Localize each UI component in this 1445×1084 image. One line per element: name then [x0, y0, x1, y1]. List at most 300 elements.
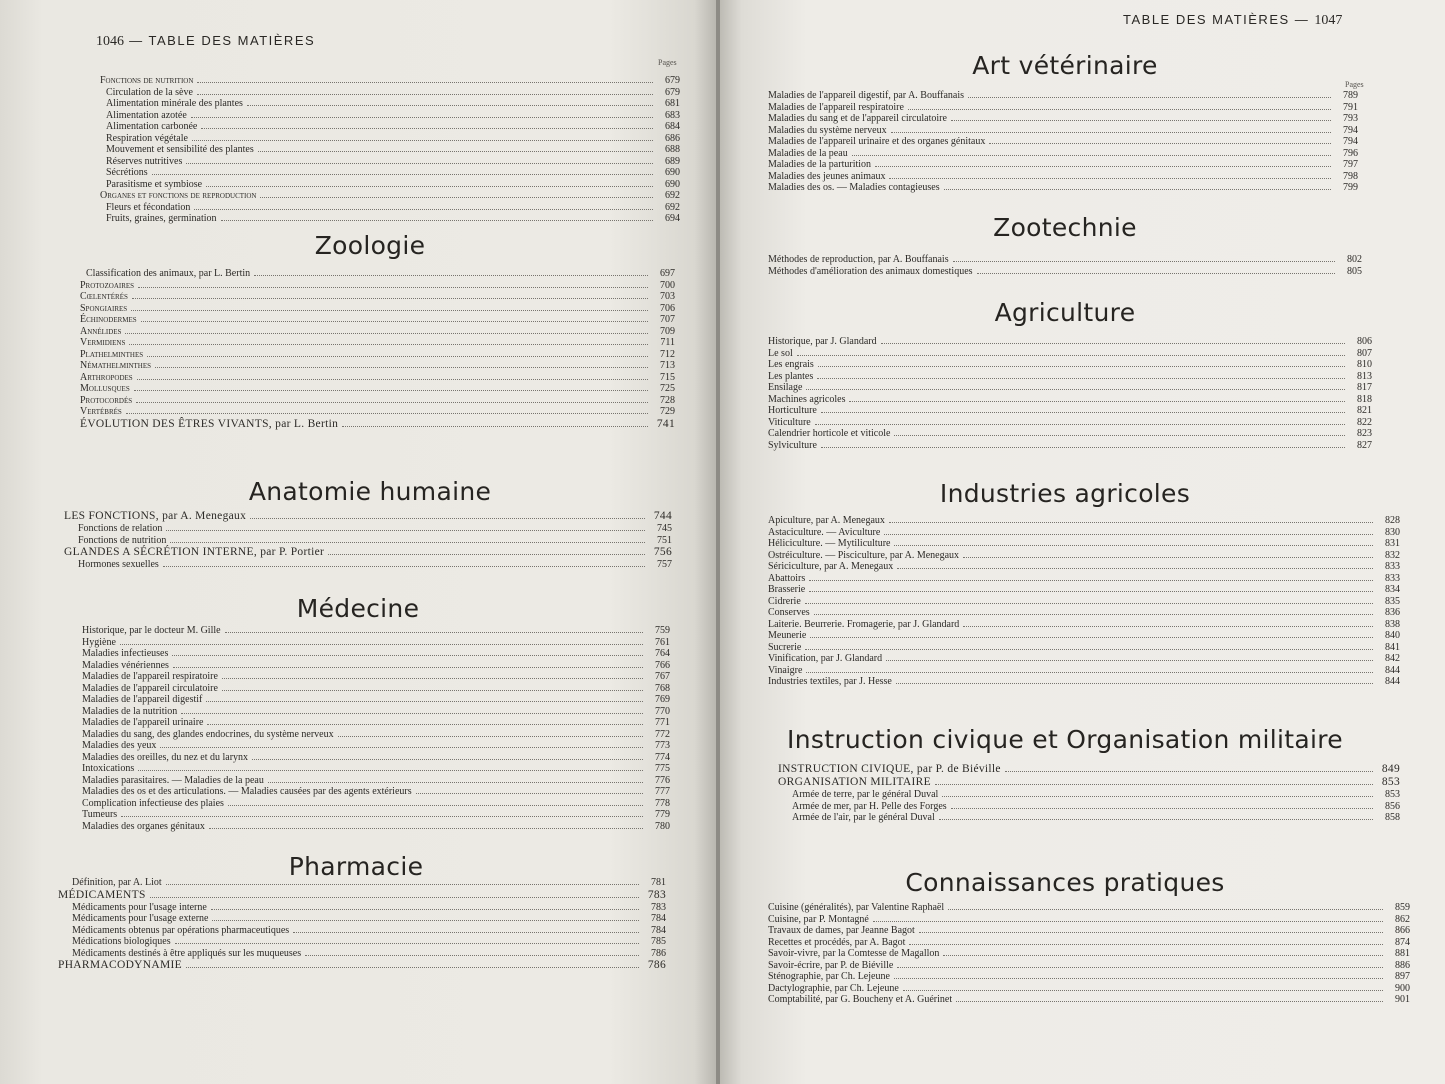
dot-leader	[989, 142, 1331, 144]
toc-entry-title: Circulation de la sève	[106, 86, 193, 98]
dot-leader	[951, 807, 1373, 809]
toc-entry-title: Définition, par A. Liot	[72, 877, 162, 888]
dot-leader	[935, 783, 1373, 785]
dot-leader	[150, 896, 639, 898]
toc-entry-page: 799	[1343, 182, 1358, 193]
toc-entry-page: 781	[651, 877, 666, 888]
toc-entry-title: Historique, par J. Glandard	[768, 336, 877, 347]
section-title-connaissances: Connaissances pratiques	[905, 868, 1225, 897]
dot-leader	[919, 931, 1383, 933]
toc-entry-page: 844	[1385, 676, 1400, 687]
toc-entry	[82, 683, 670, 695]
toc-entry	[768, 125, 1358, 137]
dot-leader	[806, 671, 1373, 673]
toc-entry-title: Médications biologiques	[72, 936, 171, 947]
toc-entry-page: 690	[665, 178, 680, 190]
toc-entry-title: Comptabilité, par G. Boucheny et A. Guérinet	[768, 994, 953, 1005]
toc-entry	[768, 182, 1358, 194]
dot-leader	[268, 781, 643, 783]
toc-entry-title: Abattoirs	[768, 572, 806, 584]
toc-entry-page: 785	[651, 936, 666, 947]
toc-entry	[100, 110, 680, 122]
dot-leader	[821, 446, 1345, 448]
toc-entry-page: 853	[1381, 776, 1400, 788]
toc-entry-page: 807	[1357, 347, 1372, 359]
toc-entry-title: Savoir-vivre, par la Comtesse de Magallon	[768, 948, 940, 959]
section-title-medecine: Médecine	[296, 594, 420, 623]
toc-entry-title: ORGANISATION MILITAIRE	[778, 776, 931, 788]
dot-leader	[338, 735, 643, 737]
toc-entry-title: Mollusques	[80, 383, 130, 394]
toc-entry	[768, 148, 1358, 160]
toc-entry	[768, 171, 1358, 183]
toc-entry	[778, 776, 1400, 789]
toc-entry-page: 751	[657, 534, 672, 546]
toc-entry	[768, 983, 1410, 995]
dot-leader	[120, 643, 643, 645]
toc-entry-page: 786	[647, 959, 666, 971]
toc-entry-title: Intoxications	[82, 763, 135, 774]
toc-entry-title: Cuisine, par P. Montagné	[768, 913, 869, 925]
toc-entry-page: 761	[655, 636, 670, 648]
toc-entry-title: Les engrais	[768, 359, 814, 370]
toc-connaissances	[768, 902, 1410, 1006]
toc-entry	[768, 550, 1400, 562]
dot-leader	[875, 165, 1331, 167]
dot-leader	[953, 260, 1335, 262]
toc-entry-title: Viticulture	[768, 416, 811, 428]
dot-leader	[258, 150, 653, 152]
toc-entry-title: Hormones sexuelles	[78, 559, 159, 570]
toc-entry-title: Parasitisme et symbiose	[106, 178, 203, 190]
section-title-zootechnie: Zootechnie	[993, 213, 1137, 242]
toc-entry-title: Némathelminthes	[80, 360, 151, 371]
section-title-pharmacie: Pharmacie	[288, 852, 424, 881]
toc-entry	[768, 159, 1358, 171]
dot-leader	[305, 954, 639, 956]
toc-entry-title: Héliciculture. — Mytiliculture	[768, 538, 891, 549]
toc-entry-title: Maladies des organes génitaux	[82, 820, 205, 832]
toc-entry	[100, 190, 680, 202]
toc-zoologie	[80, 268, 675, 431]
toc-entry-page: 700	[660, 279, 675, 291]
toc-entry	[82, 729, 670, 741]
toc-entry-title: Sécrétions	[106, 167, 148, 178]
toc-entry-page: 844	[1385, 664, 1400, 676]
toc-entry-page: 862	[1395, 913, 1410, 925]
dot-leader	[948, 908, 1383, 910]
toc-entry-page: 679	[665, 75, 680, 86]
toc-entry-page: 778	[655, 797, 670, 809]
section-title-agriculture: Agriculture	[994, 298, 1136, 327]
toc-entry-title: Plathelminthes	[80, 348, 144, 360]
toc-entry-title: Alimentation azotée	[106, 109, 187, 121]
toc-entry	[100, 179, 680, 191]
toc-entry-page: 897	[1395, 971, 1410, 982]
dot-leader	[889, 521, 1373, 523]
toc-entry-title: Travaux de dames, par Jeanne Bagot	[768, 925, 915, 936]
toc-entry-page: 817	[1357, 382, 1372, 393]
right-page-number: 1047	[1314, 13, 1343, 28]
dot-leader	[942, 795, 1373, 797]
toc-entry	[82, 625, 670, 637]
toc-entry-title: Cœlentérés	[80, 291, 128, 302]
dot-leader	[897, 966, 1383, 968]
toc-entry-page: 805	[1347, 265, 1362, 277]
dot-leader	[815, 423, 1345, 425]
toc-entry-title: Maladies du sang, des glandes endocrines, du système nerveux	[82, 728, 334, 740]
toc-entry	[80, 280, 675, 292]
toc-entry-title: Vinification, par J. Glandard	[768, 653, 883, 664]
toc-entry-title: Spongiaires	[80, 302, 128, 314]
dot-leader	[951, 119, 1331, 121]
toc-entry-page: 725	[660, 383, 675, 394]
toc-entry-page: 774	[655, 751, 670, 763]
toc-entry	[768, 596, 1400, 608]
dot-leader	[186, 966, 639, 968]
toc-entry-title: Fonctions de nutrition	[100, 75, 194, 86]
dot-leader	[247, 104, 653, 106]
dot-leader	[889, 177, 1331, 179]
right-running-head	[1123, 12, 1342, 29]
dot-leader	[809, 590, 1373, 592]
toc-entry-page: 688	[665, 144, 680, 155]
dot-leader	[944, 188, 1331, 190]
toc-entry	[82, 671, 670, 683]
toc-entry	[80, 268, 675, 280]
toc-entry-title: Laiterie. Beurrerie. Fromagerie, par J. Glandard	[768, 618, 960, 630]
toc-entry-page: 694	[665, 213, 680, 224]
toc-entry	[82, 706, 670, 718]
toc-entry	[82, 694, 670, 706]
toc-entry	[768, 266, 1362, 278]
toc-entry-title: Calendrier horticole et viticole	[768, 428, 891, 439]
toc-entry-page: 689	[665, 155, 680, 167]
toc-entry-title: Maladies de l'appareil respiratoire	[82, 671, 218, 682]
toc-entry-title: Tumeurs	[82, 809, 118, 820]
dot-leader	[818, 365, 1345, 367]
dot-leader	[192, 139, 653, 141]
toc-entry-page: 772	[655, 728, 670, 740]
toc-entry	[82, 775, 670, 787]
dot-leader	[903, 989, 1383, 991]
toc-entry-page: 768	[655, 682, 670, 694]
dot-leader	[126, 412, 648, 414]
dot-leader	[797, 354, 1345, 356]
toc-entry-title: Alimentation minérale des plantes	[106, 98, 243, 109]
toc-pharmacie	[58, 877, 666, 972]
left-running-head	[96, 33, 315, 50]
toc-entry	[100, 144, 680, 156]
toc-entry-title: Maladies infectieuses	[82, 648, 169, 659]
toc-entry	[80, 291, 675, 303]
toc-entry-title: Respiration végétale	[106, 132, 188, 144]
toc-entry	[58, 902, 666, 914]
toc-entry-page: 784	[651, 924, 666, 936]
toc-entry	[100, 98, 680, 110]
dot-leader	[172, 654, 643, 656]
toc-entry-title: Maladies des jeunes animaux	[768, 170, 886, 182]
toc-entry-title: Astaciculture. — Aviculture	[768, 526, 881, 538]
dot-leader	[894, 434, 1345, 436]
section-title-instruction: Instruction civique et Organisation militaire	[787, 725, 1343, 754]
toc-entry	[768, 348, 1372, 360]
dot-leader	[909, 943, 1383, 945]
toc-entry-page: 796	[1343, 147, 1358, 159]
toc-entry	[768, 136, 1358, 148]
toc-entry	[768, 102, 1358, 114]
dot-leader	[206, 700, 643, 702]
toc-entry	[80, 406, 675, 418]
toc-entry-page: 823	[1357, 428, 1372, 439]
toc-entry-page: 766	[655, 659, 670, 671]
toc-entry-page: 859	[1395, 902, 1410, 913]
toc-entry	[58, 948, 666, 960]
toc-entry-page: 706	[660, 302, 675, 314]
toc-anatomie	[64, 510, 672, 571]
toc-entry-page: 686	[665, 132, 680, 144]
toc-entry	[768, 619, 1400, 631]
toc-entry-page: 849	[1381, 763, 1400, 775]
toc-entry-page: 833	[1385, 561, 1400, 572]
toc-entry-title: Mouvement et sensibilité des plantes	[106, 144, 254, 155]
toc-entry	[768, 359, 1372, 371]
dot-leader	[201, 127, 653, 129]
toc-entry	[768, 642, 1400, 654]
toc-entry-title: Historique, par le docteur M. Gille	[82, 625, 221, 636]
toc-entry	[768, 630, 1400, 642]
dot-leader	[132, 297, 648, 299]
dot-leader	[260, 196, 653, 198]
toc-entry	[768, 902, 1410, 914]
toc-entry	[768, 538, 1400, 550]
toc-entry-title: Industries textiles, par J. Hesse	[768, 676, 892, 687]
dot-leader	[977, 272, 1335, 274]
toc-entry	[768, 948, 1410, 960]
left-header-title: — TABLE DES MATIÈRES	[129, 33, 316, 48]
toc-entry	[82, 752, 670, 764]
toc-entry-title: INSTRUCTION CIVIQUE, par P. de Biéville	[778, 763, 1001, 775]
toc-entry-page: 770	[655, 705, 670, 717]
toc-entry-page: 881	[1395, 948, 1410, 959]
toc-entry-title: Armée de l'air, par le général Duval	[792, 812, 935, 823]
toc-entry-title: Classification des animaux, par L. Bertin	[86, 268, 251, 279]
toc-entry-page: 818	[1357, 393, 1372, 405]
toc-entry-title: Sylviculture	[768, 439, 817, 451]
toc-entry-title: Maladies des os. — Maladies contagieuses	[768, 182, 940, 193]
dot-leader	[212, 919, 639, 921]
toc-entry-title: Maladies de l'appareil digestif	[82, 694, 203, 705]
dot-leader	[211, 908, 639, 910]
dot-leader	[852, 154, 1331, 156]
dot-leader	[209, 827, 643, 829]
toc-entry-title: Fonctions de nutrition	[78, 534, 167, 546]
dot-leader	[342, 425, 648, 427]
toc-entry	[768, 971, 1410, 983]
toc-entry-title: Fruits, graines, germination	[106, 213, 217, 224]
dot-leader	[138, 769, 643, 771]
toc-entry	[80, 326, 675, 338]
toc-entry-title: Maladies de l'appareil urinaire	[82, 717, 204, 728]
toc-entry-page: 793	[1343, 113, 1358, 124]
toc-entry-page: 773	[655, 740, 670, 751]
toc-entry-page: 684	[665, 121, 680, 132]
toc-entry	[100, 156, 680, 168]
dot-leader	[228, 804, 643, 806]
toc-entry-page: 779	[655, 809, 670, 820]
toc-entry-page: 786	[651, 947, 666, 959]
dot-leader	[163, 565, 645, 567]
toc-entry-title: Complication infectieuse des plaies	[82, 797, 224, 809]
toc-entry-page: 838	[1385, 618, 1400, 630]
toc-entry	[58, 936, 666, 948]
toc-entry-page: 713	[660, 360, 675, 371]
toc-entry	[100, 133, 680, 145]
toc-entry	[82, 648, 670, 660]
toc-entry	[82, 717, 670, 729]
toc-entry-page: 780	[655, 820, 670, 832]
toc-entry-page: 822	[1357, 416, 1372, 428]
toc-entry-title: Maladies des os et des articulations. — Maladies causées par des agents extérieurs	[82, 786, 412, 797]
toc-entry	[82, 821, 670, 833]
dot-leader	[141, 320, 648, 322]
toc-entry-title: Armée de mer, par H. Pelle des Forges	[792, 800, 947, 812]
toc-entry-page: 744	[653, 510, 672, 522]
toc-entry-page: 841	[1385, 641, 1400, 653]
dot-leader	[222, 689, 643, 691]
toc-entry	[64, 559, 672, 571]
toc-entry	[80, 372, 675, 384]
toc-entry	[768, 527, 1400, 539]
toc-entry	[100, 75, 680, 87]
toc-entry	[82, 809, 670, 821]
dot-leader	[805, 648, 1373, 650]
toc-entry	[80, 349, 675, 361]
toc-entry	[100, 202, 680, 214]
toc-entry-title: Échinodermes	[80, 314, 137, 325]
toc-entry	[778, 812, 1400, 824]
dot-leader	[197, 93, 653, 95]
dot-leader	[254, 274, 648, 276]
dot-leader	[134, 389, 648, 391]
toc-entry-title: Fleurs et fécondation	[106, 201, 191, 213]
section-title-zoologie: Zoologie	[314, 231, 426, 260]
dot-leader	[881, 342, 1345, 344]
toc-entry-page: 681	[665, 98, 680, 109]
dot-leader	[897, 567, 1373, 569]
toc-entry	[64, 523, 672, 535]
toc-entry-page: 858	[1385, 812, 1400, 823]
toc-entry-title: Brasserie	[768, 584, 806, 595]
toc-entry-title: Médicaments pour l'usage externe	[72, 913, 209, 924]
dot-leader	[293, 931, 639, 933]
dot-leader	[809, 579, 1373, 581]
dot-leader	[817, 377, 1345, 379]
toc-entry	[64, 535, 672, 547]
toc-entry-title: Sériciculture, par A. Menegaux	[768, 561, 894, 572]
toc-entry	[778, 801, 1400, 813]
dot-leader	[896, 682, 1373, 684]
left-page-number: 1046	[96, 34, 124, 49]
toc-entry-title: Les plantes	[768, 370, 814, 382]
dot-leader	[197, 81, 653, 83]
toc-entry-page: 874	[1395, 936, 1410, 948]
toc-entry-title: Maladies de l'appareil circulatoire	[82, 682, 218, 694]
toc-entry-title: Maladies de la peau	[768, 147, 848, 159]
toc-entry	[778, 763, 1400, 776]
right-pages-label: Pages	[1345, 80, 1364, 89]
toc-entry-title: Vermidiens	[80, 337, 126, 348]
toc-entry	[80, 383, 675, 395]
toc-entry-page: 769	[655, 694, 670, 705]
dot-leader	[160, 746, 643, 748]
toc-entry-title: Organes et fonctions de reproduction	[100, 190, 257, 201]
toc-entry	[768, 607, 1400, 619]
toc-entry-page: 783	[651, 901, 666, 913]
left-page	[0, 0, 716, 1084]
toc-entry-title: Méthodes d'amélioration des animaux domestiques	[768, 265, 973, 277]
dot-leader	[225, 631, 643, 633]
toc-entry	[100, 167, 680, 179]
toc-entry	[64, 510, 672, 523]
toc-entry	[768, 394, 1372, 406]
toc-entry-page: 836	[1385, 607, 1400, 618]
toc-entry-page: 886	[1395, 959, 1410, 971]
toc-entry-title: Armée de terre, par le général Duval	[792, 789, 939, 800]
toc-entry-page: 813	[1357, 370, 1372, 382]
toc-entry-title: Dactylographie, par Ch. Lejeune	[768, 982, 899, 994]
toc-entry-page: 831	[1385, 538, 1400, 549]
dot-leader	[968, 96, 1331, 98]
toc-entry	[82, 798, 670, 810]
dot-leader	[873, 920, 1383, 922]
toc-entry-page: 777	[655, 786, 670, 797]
toc-entry	[100, 121, 680, 133]
toc-entry-title: Vinaigre	[768, 664, 803, 676]
dot-leader	[805, 602, 1373, 604]
dot-leader	[131, 309, 648, 311]
toc-entry-title: ÉVOLUTION DES ÊTRES VIVANTS, par L. Bertin	[80, 417, 339, 430]
toc-entry-page: 683	[665, 109, 680, 121]
right-page	[720, 0, 1445, 1084]
dot-leader	[175, 942, 639, 944]
toc-entry	[778, 789, 1400, 801]
toc-entry-title: Sténographie, par Ch. Lejeune	[768, 971, 890, 982]
toc-entry-title: Sucrerie	[768, 641, 802, 653]
left-pages-label: Pages	[658, 58, 677, 67]
dot-leader	[125, 332, 648, 334]
toc-entry-title: Recettes et procédés, par A. Bagot	[768, 936, 906, 948]
dot-leader	[810, 636, 1373, 638]
dot-leader	[191, 116, 653, 118]
toc-entry-title: Fonctions de relation	[78, 523, 163, 534]
toc-entry-page: 712	[660, 348, 675, 360]
dot-leader	[166, 883, 639, 885]
toc-entry-page: 798	[1343, 170, 1358, 182]
toc-entry	[58, 877, 666, 889]
toc-entry	[82, 786, 670, 798]
toc-entry-page: 901	[1395, 994, 1410, 1005]
toc-entry-page: 784	[651, 913, 666, 924]
toc-entry-page: 783	[647, 888, 666, 901]
dot-leader	[137, 378, 648, 380]
toc-entry-title: Maladies des yeux	[82, 740, 157, 751]
toc-entry	[58, 913, 666, 925]
toc-entry	[768, 405, 1372, 417]
dot-leader	[814, 613, 1373, 615]
dot-leader	[186, 162, 653, 164]
toc-entry-page: 830	[1385, 526, 1400, 538]
